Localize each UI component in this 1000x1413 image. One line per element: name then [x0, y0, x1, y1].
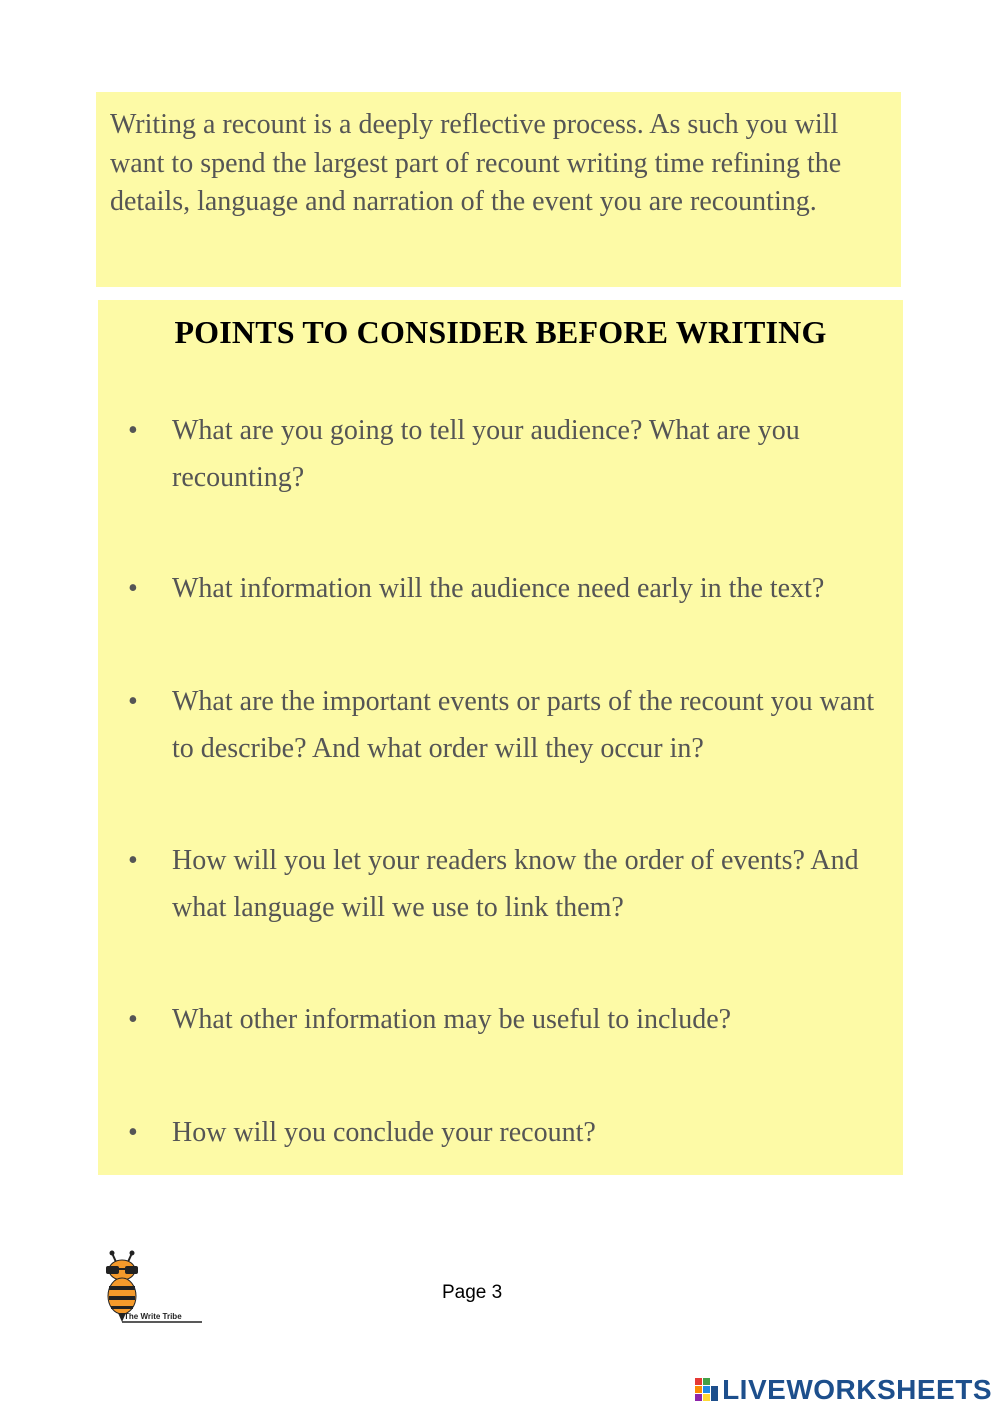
points-box: [98, 300, 903, 1175]
points-title: POINTS TO CONSIDER BEFORE WRITING: [174, 314, 827, 350]
liveworksheets-logo-icon: [695, 1378, 719, 1402]
intro-paragraph: Writing a recount is a deeply reflective process. As such you will want to spend the largest part of recount writing time refining the details, language and narration of the event you are recounting.: [110, 109, 842, 217]
liveworksheets-watermark[interactable]: [695, 1373, 992, 1407]
bullet-icon: •: [128, 1004, 138, 1035]
bee-logo-icon: [98, 1250, 208, 1330]
liveworksheets-brand-text: LIVEWORKSHEETS: [722, 1374, 992, 1405]
intro-box: [96, 92, 901, 287]
list-item-text: How will you let your readers know the order of events? And what language will we use to link them?: [172, 845, 859, 923]
bullet-icon: •: [128, 1117, 138, 1148]
list-item-text: What are you going to tell your audience? What are you recounting?: [172, 415, 800, 493]
list-item-text: What are the important events or parts of the recount you want to describe? And what order will they occur in?: [172, 686, 875, 764]
write-tribe-logo: [98, 1250, 208, 1330]
page-number: Page 3: [442, 1282, 503, 1303]
logo-text: The Write Tribe: [124, 1312, 182, 1321]
list-item-text: How will you conclude your recount?: [172, 1117, 596, 1148]
list-item-text: What other information may be useful to include?: [172, 1004, 732, 1035]
bullet-icon: •: [128, 845, 138, 876]
bullet-icon: •: [128, 686, 138, 717]
list-item-text: What information will the audience need early in the text?: [172, 573, 825, 604]
bullet-icon: •: [128, 415, 138, 446]
bullet-icon: •: [128, 573, 138, 604]
